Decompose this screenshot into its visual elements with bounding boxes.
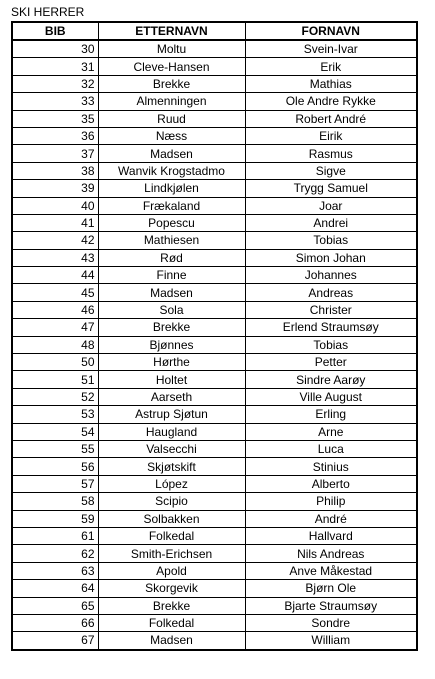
firstname-cell: Andrei (245, 214, 417, 231)
bib-cell: 30 (12, 40, 98, 58)
lastname-cell: Almenningen (98, 93, 245, 110)
firstname-cell: Sigve (245, 162, 417, 179)
lastname-cell: Cleve-Hansen (98, 58, 245, 75)
bib-cell: 62 (12, 545, 98, 562)
bib-cell: 54 (12, 423, 98, 440)
lastname-cell: Smith-Erichsen (98, 545, 245, 562)
table-row (12, 388, 417, 405)
table-row (12, 145, 417, 162)
lastname-cell: Frækaland (98, 197, 245, 214)
bib-cell: 45 (12, 284, 98, 301)
table-row (12, 354, 417, 371)
header-row (12, 22, 417, 40)
firstname-cell: Trygg Samuel (245, 180, 417, 197)
bib-cell: 42 (12, 232, 98, 249)
bib-cell: 55 (12, 440, 98, 457)
lastname-cell: Næss (98, 127, 245, 144)
lastname-cell: Bjønnes (98, 336, 245, 353)
bib-cell: 46 (12, 301, 98, 318)
lastname-cell: Astrup Sjøtun (98, 406, 245, 423)
firstname-cell: Eirik (245, 127, 417, 144)
firstname-cell: Stinius (245, 458, 417, 475)
lastname-cell: Apold (98, 562, 245, 579)
table-row (12, 597, 417, 614)
firstname-cell: Andreas (245, 284, 417, 301)
firstname-cell: Erlend Straumsøy (245, 319, 417, 336)
lastname-cell: Folkedal (98, 527, 245, 544)
column-header-firstname: FORNAVN (245, 22, 417, 40)
lastname-cell: Ruud (98, 110, 245, 127)
table-row (12, 440, 417, 457)
firstname-cell: André (245, 510, 417, 527)
lastname-cell: Skorgevik (98, 580, 245, 597)
table-row (12, 493, 417, 510)
firstname-cell: William (245, 632, 417, 650)
firstname-cell: Svein-Ivar (245, 40, 417, 58)
bib-cell: 50 (12, 354, 98, 371)
table-row (12, 632, 417, 650)
firstname-cell: Sondre (245, 614, 417, 631)
table-row (12, 110, 417, 127)
lastname-cell: Moltu (98, 40, 245, 58)
bib-cell: 41 (12, 214, 98, 231)
lastname-cell: Brekke (98, 597, 245, 614)
lastname-cell: Finne (98, 267, 245, 284)
firstname-cell: Hallvard (245, 527, 417, 544)
firstname-cell: Philip (245, 493, 417, 510)
firstname-cell: Petter (245, 354, 417, 371)
bib-cell: 37 (12, 145, 98, 162)
bib-cell: 43 (12, 249, 98, 266)
table-row (12, 475, 417, 492)
firstname-cell: Tobias (245, 232, 417, 249)
firstname-cell: Ole Andre Rykke (245, 93, 417, 110)
bib-cell: 33 (12, 93, 98, 110)
table-row (12, 249, 417, 266)
firstname-cell: Sindre Aarøy (245, 371, 417, 388)
bib-cell: 64 (12, 580, 98, 597)
firstname-cell: Joar (245, 197, 417, 214)
lastname-cell: Holtet (98, 371, 245, 388)
column-header-lastname: ETTERNAVN (98, 22, 245, 40)
lastname-cell: Solbakken (98, 510, 245, 527)
firstname-cell: Johannes (245, 267, 417, 284)
lastname-cell: Wanvik Krogstadmo (98, 162, 245, 179)
bib-cell: 31 (12, 58, 98, 75)
table-row (12, 180, 417, 197)
bib-cell: 65 (12, 597, 98, 614)
table-row (12, 301, 417, 318)
firstname-cell: Simon Johan (245, 249, 417, 266)
firstname-cell: Bjørn Ole (245, 580, 417, 597)
firstname-cell: Arne (245, 423, 417, 440)
table-row (12, 545, 417, 562)
lastname-cell: Brekke (98, 319, 245, 336)
firstname-cell: Luca (245, 440, 417, 457)
lastname-cell: Madsen (98, 632, 245, 650)
bib-cell: 56 (12, 458, 98, 475)
table-row (12, 214, 417, 231)
lastname-cell: Rød (98, 249, 245, 266)
table-row (12, 232, 417, 249)
lastname-cell: Madsen (98, 145, 245, 162)
bib-cell: 51 (12, 371, 98, 388)
bib-cell: 57 (12, 475, 98, 492)
lastname-cell: Lindkjølen (98, 180, 245, 197)
bib-cell: 67 (12, 632, 98, 650)
lastname-cell: Haugland (98, 423, 245, 440)
table-row (12, 510, 417, 527)
table-row (12, 93, 417, 110)
firstname-cell: Tobias (245, 336, 417, 353)
firstname-cell: Nils Andreas (245, 545, 417, 562)
firstname-cell: Robert André (245, 110, 417, 127)
lastname-cell: López (98, 475, 245, 492)
table-row (12, 284, 417, 301)
bib-cell: 52 (12, 388, 98, 405)
bib-cell: 35 (12, 110, 98, 127)
table-body (12, 40, 417, 650)
table-row (12, 406, 417, 423)
firstname-cell: Rasmus (245, 145, 417, 162)
table-row (12, 319, 417, 336)
firstname-cell: Erik (245, 58, 417, 75)
table-row (12, 162, 417, 179)
firstname-cell: Ville August (245, 388, 417, 405)
bib-cell: 47 (12, 319, 98, 336)
table-row (12, 527, 417, 544)
table-row (12, 371, 417, 388)
table-row (12, 614, 417, 631)
table-row (12, 267, 417, 284)
table-row (12, 423, 417, 440)
table-row (12, 197, 417, 214)
bib-cell: 40 (12, 197, 98, 214)
start-list-table (11, 21, 418, 651)
lastname-cell: Madsen (98, 284, 245, 301)
table-row (12, 580, 417, 597)
lastname-cell: Popescu (98, 214, 245, 231)
table-row (12, 75, 417, 92)
bib-cell: 44 (12, 267, 98, 284)
lastname-cell: Brekke (98, 75, 245, 92)
firstname-cell: Christer (245, 301, 417, 318)
lastname-cell: Folkedal (98, 614, 245, 631)
bib-cell: 48 (12, 336, 98, 353)
table-row (12, 562, 417, 579)
bib-cell: 38 (12, 162, 98, 179)
firstname-cell: Bjarte Straumsøy (245, 597, 417, 614)
bib-cell: 66 (12, 614, 98, 631)
lastname-cell: Sola (98, 301, 245, 318)
lastname-cell: Skjøtskift (98, 458, 245, 475)
table-header (12, 22, 417, 40)
firstname-cell: Mathias (245, 75, 417, 92)
firstname-cell: Anve Måkestad (245, 562, 417, 579)
sheet-title: SKI HERRER (11, 5, 85, 19)
bib-cell: 32 (12, 75, 98, 92)
table-row (12, 336, 417, 353)
table-row (12, 127, 417, 144)
column-header-bib: BIB (12, 22, 98, 40)
table-row (12, 58, 417, 75)
bib-cell: 58 (12, 493, 98, 510)
bib-cell: 61 (12, 527, 98, 544)
bib-cell: 63 (12, 562, 98, 579)
bib-cell: 36 (12, 127, 98, 144)
lastname-cell: Aarseth (98, 388, 245, 405)
firstname-cell: Alberto (245, 475, 417, 492)
table-row (12, 458, 417, 475)
lastname-cell: Valsecchi (98, 440, 245, 457)
lastname-cell: Mathiesen (98, 232, 245, 249)
bib-cell: 39 (12, 180, 98, 197)
lastname-cell: Hørthe (98, 354, 245, 371)
lastname-cell: Scipio (98, 493, 245, 510)
bib-cell: 53 (12, 406, 98, 423)
firstname-cell: Erling (245, 406, 417, 423)
bib-cell: 59 (12, 510, 98, 527)
table-row (12, 40, 417, 58)
